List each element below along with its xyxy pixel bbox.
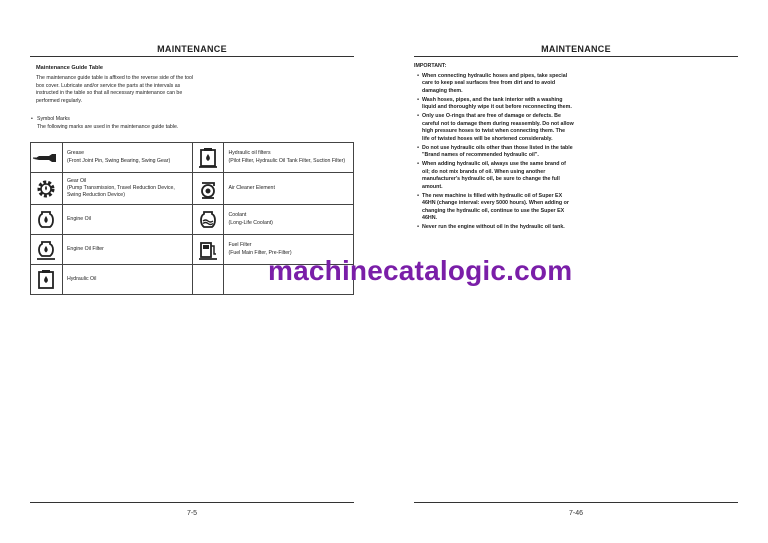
table-row — [31, 143, 354, 173]
important-item-text: Only use O-rings that are free of damage or defects. Be careful not to damage them during reassembly. Do not allow high pressure hoses to twist when connecting them. The life of twisted hoses will be shortened considerably. — [422, 113, 574, 142]
table-cell-label: Hydraulic Oil — [62, 265, 192, 295]
table-row — [31, 205, 354, 235]
engine-oil-filter-icon — [31, 235, 63, 265]
watermark: machinecatalogic.com — [268, 255, 573, 286]
table-cell-label: Gear Oil (Pump Transmission, Travel Reduction Device, Swing Reduction Device) — [62, 173, 192, 205]
hydraulic-oil-icon — [31, 265, 63, 295]
table-cell-label: Engine Oil Filter — [62, 235, 192, 265]
list-item — [414, 193, 574, 223]
table-cell-label: Fuel Filter (Fuel Main Filter, Pre-Filter) — [224, 235, 354, 265]
important-title: IMPORTANT: — [414, 63, 447, 69]
symbol-marks-block — [31, 116, 201, 131]
table-cell-label: Engine Oil — [62, 205, 192, 235]
table-cell-label: Coolant (Long-Life Coolant) — [224, 205, 354, 235]
table-row — [31, 173, 354, 205]
table-cell-label: Grease (Front Joint Pin, Swing Bearing, Swing Gear) — [62, 143, 192, 173]
page-number: 7-5 — [186, 510, 198, 517]
intro-paragraph: The maintenance guide table is affixed to the reverse side of the tool box cover. Lubricate and/or service the parts at the intervals as instructed in the table so that all necessary maintenance can be performed regularly. — [36, 75, 194, 104]
important-item-text: Never run the engine without oil in the hydraulic oil tank. — [422, 224, 565, 231]
header-rule — [414, 56, 738, 57]
bullet: • — [417, 144, 419, 151]
list-item — [414, 145, 574, 160]
bullet: • — [417, 224, 419, 231]
bullet: • — [417, 161, 419, 168]
list-item — [414, 113, 574, 143]
important-item-text: Wash hoses, pipes, and the tank interior with a washing liquid and thoroughly wipe it out before reconnecting them. — [422, 96, 572, 111]
fuel-filter-icon — [192, 235, 224, 265]
important-notice — [414, 63, 574, 233]
list-item — [414, 97, 574, 112]
gear-oil-icon — [31, 173, 63, 205]
list-item — [414, 73, 574, 96]
page-number: 7-46 — [568, 510, 583, 517]
empty-cell — [192, 265, 224, 295]
bullet: • — [417, 72, 419, 79]
grease-gun-icon — [31, 143, 63, 173]
coolant-icon — [192, 205, 224, 235]
footer-rule — [414, 502, 738, 503]
important-item-text: Do not use hydraulic oils other than those listed in the table "Brand names of recommended hydraulic oil". — [422, 144, 573, 159]
important-item-text: When adding hydraulic oil, always use the same brand of oil; do not mix brands of oil. When using another manufacturer's hydraulic oil, be sure to change the full amount. — [422, 161, 566, 190]
header-rule — [30, 56, 354, 57]
table-cell-label: Hydraulic oil filters (Pilot Filter, Hydraulic Oil Tank Filter, Suction Filter) — [224, 143, 354, 173]
engine-oil-icon — [31, 205, 63, 235]
list-item — [414, 224, 574, 232]
air-cleaner-icon — [192, 173, 224, 205]
symbol-marks-title: Symbol Marks — [37, 116, 70, 122]
bullet: • — [417, 96, 419, 103]
right-page-header: MAINTENANCE — [541, 44, 611, 54]
section-title: Maintenance Guide Table — [36, 65, 104, 71]
hydraulic-oil-filter-icon — [192, 143, 224, 173]
symbol-marks-description: The following marks are used in the maintenance guide table. — [37, 123, 179, 130]
left-page-header: MAINTENANCE — [157, 44, 227, 54]
footer-rule — [30, 502, 354, 503]
table-cell-label: Air Cleaner Element — [224, 173, 354, 205]
important-item-text: The new machine is filled with hydraulic oil of Super EX 46HN (change interval: every 5000 hours). When adding or changing the hydraulic oil, continue to use the Super EX 46HN. — [422, 192, 569, 222]
list-item — [414, 161, 574, 191]
bullet: • — [417, 192, 419, 199]
important-item-text: When connecting hydraulic hoses and pipes, take special care to keep seal surfaces free from dirt and to avoid damaging them. — [422, 72, 568, 94]
bullet: • — [417, 113, 419, 120]
bullet: • — [31, 116, 33, 122]
